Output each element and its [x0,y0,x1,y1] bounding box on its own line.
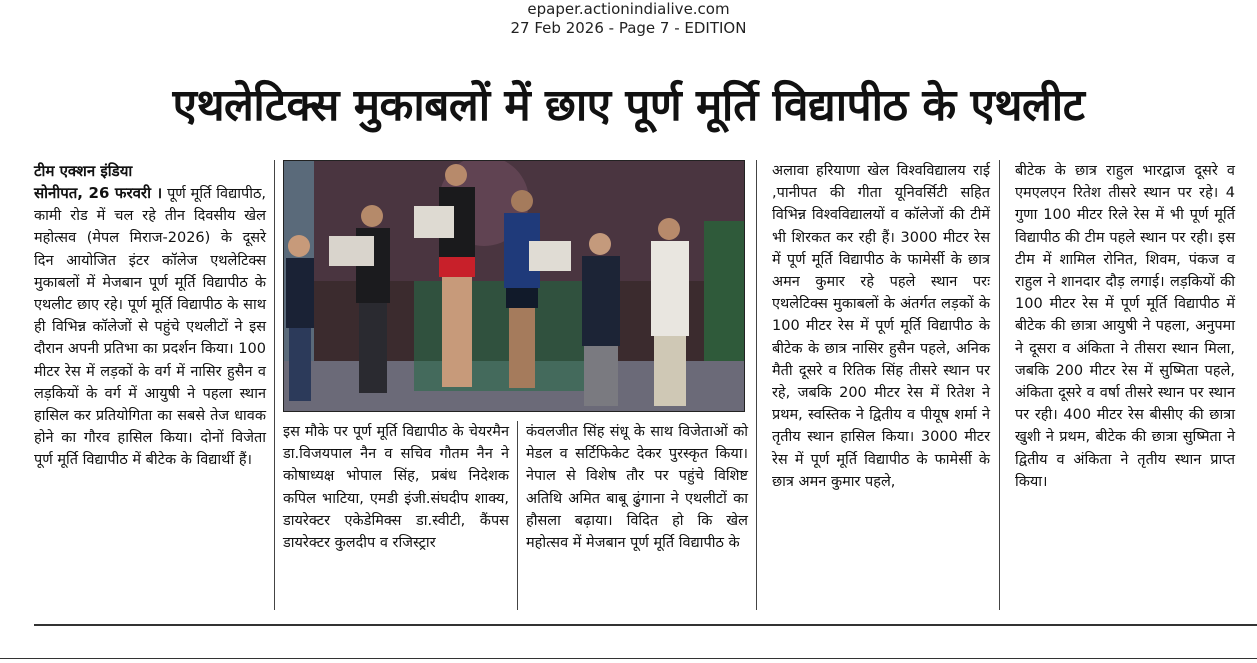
column-divider-4 [999,160,1000,610]
column-3-text: कंवलजीत सिंह संधू के साथ विजेताओं को मेडल व सर्टिफिकेट देकर पुरस्कृत किया। नेपाल से विशेष तौर पर पहुंचे विशिष्ट अतिथि अमित बाबू ढुंगाना ने एथलीटों का हौसला बढ़ाया। विदित हो कि खेल महोत्सव में मेजबान पूर्ण मूर्ति विद्यापीठ के [526,424,748,552]
site-url[interactable]: epaper.actionindialive.com [527,0,730,18]
column-1-text: पूर्ण मूर्ति विद्यापीठ, कामी रोड में चल रहे तीन दिवसीय खेल महोत्सव (मेपल मिराज-2026) के दूसरे दिन आयोजित इंटर कॉलेज एथलेटिक्स मुकाबलों में मेजबान पूर्ण मूर्ति विद्यापीठ के एथलीट छाए रहे। पूर्ण मूर्ति विद्यापीठ के साथ ही विभिन्न कॉलेजों से पहुंचे एथलीटों ने इस दौरान अपनी प्रतिभा का प्रदर्शन किया। 100 मीटर रेस में लड़कों के वर्ग में नासिर हुसैन व लड़कियों के वर्ग में आयुषी ने पहला स्थान हासिल कर प्रतियोगिता का सबसे तेज धावक होने का गौरव हासिल किया। दोनों विजेता पूर्ण मूर्ति विद्यापीठ में बीटेक के विद्यार्थी हैं। [34,186,266,469]
column-divider-2 [517,421,518,610]
bottom-rule [34,624,1257,626]
article-headline: एथलेटिक्स मुकाबलों में छाए पूर्ण मूर्ति विद्यापीठ के एथलीट [172,80,1085,131]
article-column-3 [526,421,748,554]
column-divider-3 [756,160,757,610]
article-column-1 [34,160,266,472]
article-photo [283,160,745,412]
bottom-rule-thin [0,658,1257,659]
article-column-4 [772,160,990,493]
article-column-5 [1015,160,1235,493]
column-2-text: इस मौके पर पूर्ण मूर्ति विद्यापीठ के चेयरमैन डा.विजयपाल नैन व सचिव गौतम नैन ने कोषाध्यक्ष भोपाल सिंह, प्रबंध निदेशक कपिल भाटिया, एमडी इंजी.संघदीप शाक्य, डायरेक्टर एकेडेमिक्स डा.स्वीटी, कैंपस डायरेक्टर कुलदीप व रजिस्ट्रार [283,424,509,552]
column-5-text: बीटेक के छात्र राहुल भारद्वाज दूसरे व एमएलएन रितेश तीसरे स्थान पर रहे। 4 गुणा 100 मीटर रिले रेस में भी पूर्ण मूर्ति विद्यापीठ की टीम पहले स्थान पर रही। इस टीम में शामिल रोनित, शिवम, पंकज व राहुल ने शानदार दौड़ लगाई। लड़कियों की 100 मीटर रेस में पूर्ण मूर्ति विद्यापीठ में बीटेक की छात्रा आयुषी ने पहला, अनुपमा ने दूसरा व अंकिता ने तीसरा स्थान मिला, जबकि 200 मीटर रेस में सुष्मिता पहले, अंकिता दूसरे व वर्षा तीसरे स्थान पर स्थान पर रही। 400 मीटर रेस बीसीए की छात्रा खुशी ने प्रथम, बीटेक की छात्रा सुष्मिता ने द्वितीय व अंकिता ने तृतीय स्थान प्राप्त किया। [1015,163,1235,490]
dateline: सोनीपत, 26 फरवरी । [34,184,163,202]
byline-team: टीम एक्शन इंडिया [34,162,133,180]
column-4-text: अलावा हरियाणा खेल विश्वविद्यालय राई ,पानीपत की गीता यूनिवर्सिटी सहित विभिन्न विश्वविद्यालयों व कॉलेजों की टीमें भी शिरकत कर रही हैं। 3000 मीटर रेस में पूर्ण मूर्ति विद्यापीठ के फामेर्सी के छात्र अमन कुमार रहे पहले स्थान परः एथलेटिक्स मुकाबलों के अंतर्गत लड़कों के 100 मीटर रेस में पूर्ण मूर्ति विद्यापीठ के बीटेक के छात्र नासिर हुसैन पहले, अनिक मैती दूसरे व रितिक सिंह तीसरे स्थान पर रहे, जबकि 200 मीटर रेस में रितेश ने प्रथम, स्वस्तिक ने द्वितीय व पीयूष शर्मा ने तृतीय स्थान हासिल किया। 3000 मीटर रेस में पूर्ण मूर्ति विद्यापीठ के फामेर्सी के छात्र अमन कुमार पहले, [772,163,990,490]
column-divider-1 [274,160,275,610]
epaper-masthead [0,0,1257,38]
edition-info: 27 Feb 2026 - Page 7 - EDITION [510,19,747,37]
award-ceremony-photo [284,161,744,411]
article-column-2 [283,421,509,554]
